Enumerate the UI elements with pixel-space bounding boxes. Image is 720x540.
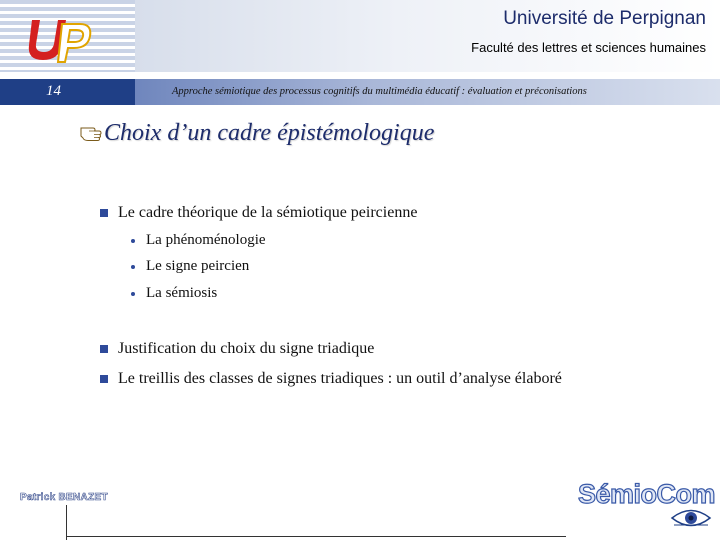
- bullet-item: [100, 204, 417, 222]
- sub-bullet-item: [131, 258, 249, 275]
- sub-bullet-item: [131, 232, 266, 249]
- faculty-subtitle: Faculté des lettres et sciences humaines: [471, 40, 706, 55]
- eye-icon: [670, 505, 712, 531]
- university-title: Université de Perpignan: [503, 8, 706, 29]
- bullet-item: [100, 340, 374, 358]
- sub-bullet-label: Le signe peircien: [146, 258, 250, 274]
- slide-number: 14: [46, 83, 61, 99]
- footer-divider-vertical: [66, 505, 67, 540]
- bullet-label: Le cadre théorique de la sémiotique peircienne: [118, 204, 418, 221]
- slide-title-row: [80, 120, 434, 147]
- square-bullet-icon: [100, 209, 108, 217]
- sub-bullet-item: [131, 285, 217, 302]
- dot-bullet-icon: [131, 265, 135, 269]
- band-left: [0, 79, 135, 105]
- dot-bullet-icon: [131, 239, 135, 243]
- pointing-hand-icon: [80, 122, 102, 142]
- slide-title: Choix d’un cadre épistémologique: [104, 120, 435, 146]
- semiocom-logo: SémioCom: [578, 479, 716, 509]
- footer-divider-horizontal: [66, 536, 566, 537]
- dot-bullet-icon: [131, 292, 135, 296]
- author-name: Patrick BENAZET: [20, 492, 108, 503]
- bullet-item: [100, 370, 562, 388]
- bullet-label: Le treillis des classes de signes triadiques : un outil d’analyse élaboré: [118, 370, 562, 387]
- band-subtitle: Approche sémiotique des processus cognitifs du multimédia éducatif : évaluation et préconisations: [172, 86, 587, 97]
- up-logo: [22, 10, 92, 65]
- sub-bullet-label: La sémiosis: [146, 285, 218, 301]
- title-band: [0, 79, 720, 105]
- square-bullet-icon: [100, 375, 108, 383]
- square-bullet-icon: [100, 345, 108, 353]
- bullet-label: Justification du choix du signe triadique: [118, 340, 375, 357]
- sub-bullet-label: La phénoménologie: [146, 232, 266, 248]
